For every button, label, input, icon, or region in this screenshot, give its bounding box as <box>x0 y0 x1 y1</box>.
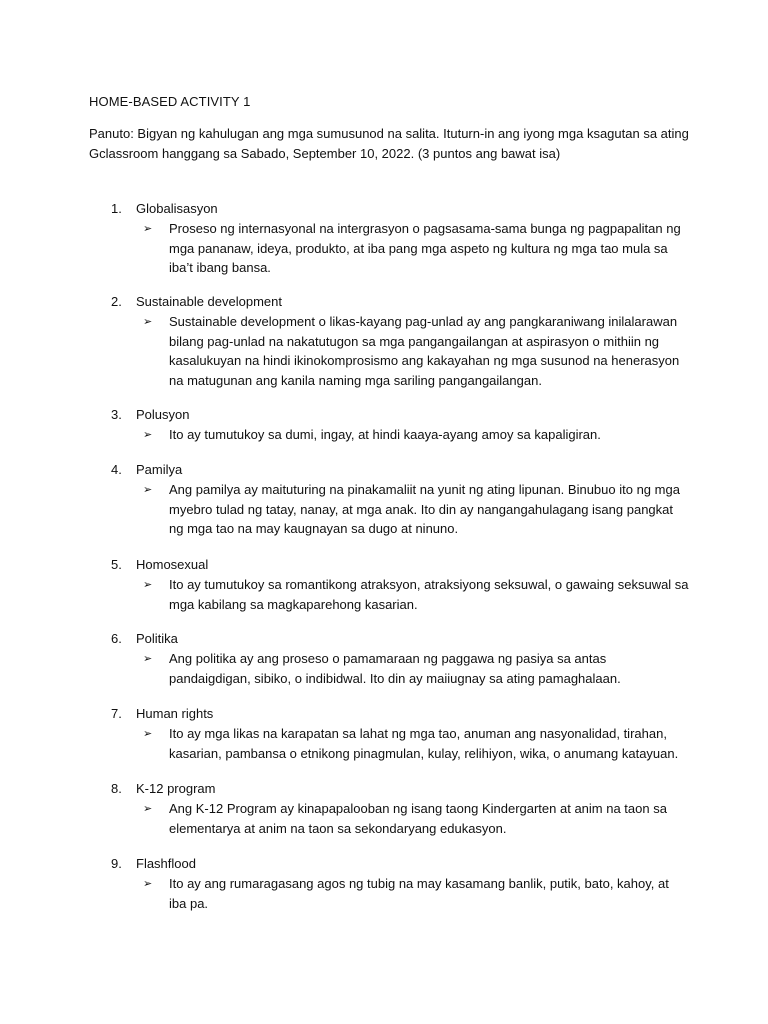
term-definition: Ito ay mga likas na karapatan sa lahat ng mga tao, anuman ang nasyonalidad, tirahan, kasarian, pambansa o etnikong pinagmulan, kulay, relihiyon, wika, o anumang katayuan. <box>169 726 679 761</box>
document-title: HOME-BASED ACTIVITY 1 <box>89 94 251 109</box>
item-number: 5. <box>111 557 122 572</box>
term-definition: Ito ay tumutukoy sa romantikong atraksyon, atraksiyong seksuwal, o gawaing seksuwal sa mga kabilang sa magkaparehong kasarian. <box>169 577 689 612</box>
term-label: Homosexual <box>136 557 209 572</box>
arrow-bullet-icon: ➢ <box>143 223 153 235</box>
arrow-bullet-icon: ➢ <box>143 803 153 815</box>
term-definition: Ang pamilya ay maituturing na pinakamaliit na yunit ng ating lipunan. Binubuo ito ng mga myebro tulad ng tatay, nanay, at mga anak. Ito din ay nangangahulagang isang pangkat ng mga tao na may kaugnayan sa dugo at ninuno. <box>169 482 680 536</box>
term-definition: Ito ay ang rumaragasang agos ng tubig na may kasamang banlik, putik, bato, kahoy, at iba pa. <box>169 876 669 911</box>
item-number: 3. <box>111 407 122 422</box>
item-number: 6. <box>111 631 122 646</box>
arrow-bullet-icon: ➢ <box>143 484 153 496</box>
term-label: Pamilya <box>136 462 183 477</box>
item-number: 4. <box>111 462 122 477</box>
term-label: Polusyon <box>136 407 190 422</box>
arrow-bullet-icon: ➢ <box>143 429 153 441</box>
item-number: 2. <box>111 294 122 309</box>
instructions-paragraph: Panuto: Bigyan ng kahulugan ang mga sumusunod na salita. Ituturn-in ang iyong mga ksagutan sa ating Gclassroom hanggang sa Sabado, September 10, 2022. (3 puntos ang bawat isa) <box>89 126 689 161</box>
arrow-bullet-icon: ➢ <box>143 728 153 740</box>
arrow-bullet-icon: ➢ <box>143 579 153 591</box>
term-label: Flashflood <box>136 856 196 871</box>
item-number: 7. <box>111 706 122 721</box>
term-label: K-12 program <box>136 781 216 796</box>
term-label: Sustainable development <box>136 294 282 309</box>
term-definition: Proseso ng internasyonal na intergrasyon o pagsasama-sama bunga ng pagpapalitan ng mga pananaw, ideya, produkto, at iba pang mga aspeto ng kultura ng mga tao mula sa iba’t ibang bansa. <box>169 221 681 275</box>
term-label: Human rights <box>136 706 214 721</box>
arrow-bullet-icon: ➢ <box>143 878 153 890</box>
term-label: Globalisasyon <box>136 201 218 216</box>
item-number: 1. <box>111 201 122 216</box>
item-number: 9. <box>111 856 122 871</box>
term-label: Politika <box>136 631 178 646</box>
arrow-bullet-icon: ➢ <box>143 653 153 665</box>
term-definition: Ang politika ay ang proseso o pamamaraan ng paggawa ng pasiya sa antas pandaigdigan, sibiko, o indibidwal. Ito din ay maiiugnay sa ating pamaghalaan. <box>169 651 621 686</box>
term-definition: Ito ay tumutukoy sa dumi, ingay, at hindi kaaya-ayang amoy sa kapaligiran. <box>169 427 601 442</box>
term-definition: Sustainable development o likas-kayang pag-unlad ay ang pangkaraniwang inilalarawan bilang pag-unlad na nakatutugon sa mga pangangailangan at aspirasyon o mithiin ng kasalukuyan na hindi ikinokomprosismo ang kakayahan ng mga susunod na henerasyon na matugunan ang kanila naming mga sariling pangangailangan. <box>169 314 680 388</box>
item-number: 8. <box>111 781 122 796</box>
term-definition: Ang K-12 Program ay kinapapalooban ng isang taong Kindergarten at anim na taon sa elementarya at anim na taon sa sekondaryang edukasyon. <box>169 801 667 836</box>
arrow-bullet-icon: ➢ <box>143 316 153 328</box>
